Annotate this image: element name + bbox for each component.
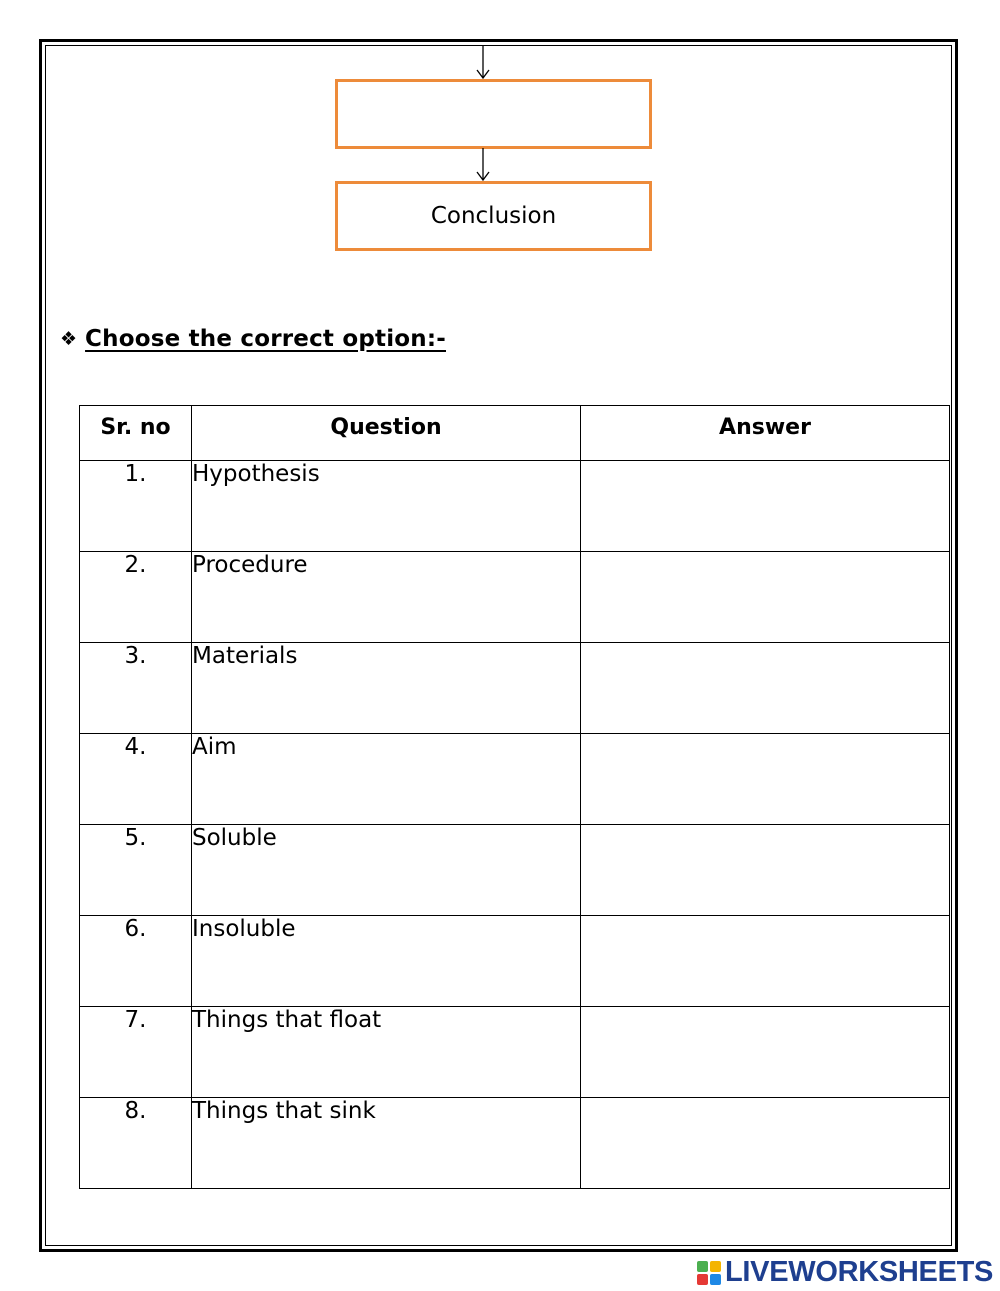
logo-block xyxy=(710,1274,721,1285)
answer-cell[interactable] xyxy=(581,734,950,825)
header-answer: Answer xyxy=(581,406,950,461)
logo-block xyxy=(710,1261,721,1272)
logo-block xyxy=(697,1274,708,1285)
row-question: Aim xyxy=(192,734,581,825)
table-header-row xyxy=(80,406,950,461)
answer-cell[interactable] xyxy=(581,643,950,734)
question-answer-table xyxy=(79,405,950,1189)
arrow-down-icon xyxy=(474,148,492,183)
header-question: Question xyxy=(192,406,581,461)
row-sr-no: 3. xyxy=(80,643,192,734)
row-sr-no: 2. xyxy=(80,552,192,643)
diamond-bullet-icon: ❖ xyxy=(60,327,78,350)
flowchart-box-label: Conclusion xyxy=(430,203,557,229)
arrow-down-icon xyxy=(474,45,492,81)
row-question: Things that float xyxy=(192,1007,581,1098)
row-question: Things that sink xyxy=(192,1098,581,1189)
row-question: Materials xyxy=(192,643,581,734)
row-sr-no: 7. xyxy=(80,1007,192,1098)
logo-block xyxy=(697,1261,708,1272)
answer-cell[interactable] xyxy=(581,461,950,552)
table-row xyxy=(80,825,950,916)
row-question: Insoluble xyxy=(192,916,581,1007)
table-row xyxy=(80,916,950,1007)
row-question: Hypothesis xyxy=(192,461,581,552)
logo-text: LIVEWORKSHEETS xyxy=(725,1256,994,1288)
row-question: Soluble xyxy=(192,825,581,916)
answer-cell[interactable] xyxy=(581,1098,950,1189)
answer-cell[interactable] xyxy=(581,916,950,1007)
answer-cell[interactable] xyxy=(581,552,950,643)
flowchart-box-blank[interactable] xyxy=(335,79,652,149)
row-sr-no: 8. xyxy=(80,1098,192,1189)
row-question: Procedure xyxy=(192,552,581,643)
table-row xyxy=(80,1007,950,1098)
table-row xyxy=(80,1098,950,1189)
row-sr-no: 5. xyxy=(80,825,192,916)
logo-blocks-icon xyxy=(697,1261,721,1285)
section-heading-text: Choose the correct option:- xyxy=(85,326,446,352)
liveworksheets-logo[interactable] xyxy=(697,1256,993,1289)
section-heading xyxy=(60,326,446,352)
row-sr-no: 1. xyxy=(80,461,192,552)
row-sr-no: 6. xyxy=(80,916,192,1007)
answer-cell[interactable] xyxy=(581,1007,950,1098)
table-row xyxy=(80,552,950,643)
table-row xyxy=(80,643,950,734)
table-row xyxy=(80,734,950,825)
header-sr-no: Sr. no xyxy=(80,406,192,461)
flowchart-box-conclusion xyxy=(335,181,652,251)
row-sr-no: 4. xyxy=(80,734,192,825)
table-row xyxy=(80,461,950,552)
answer-cell[interactable] xyxy=(581,825,950,916)
